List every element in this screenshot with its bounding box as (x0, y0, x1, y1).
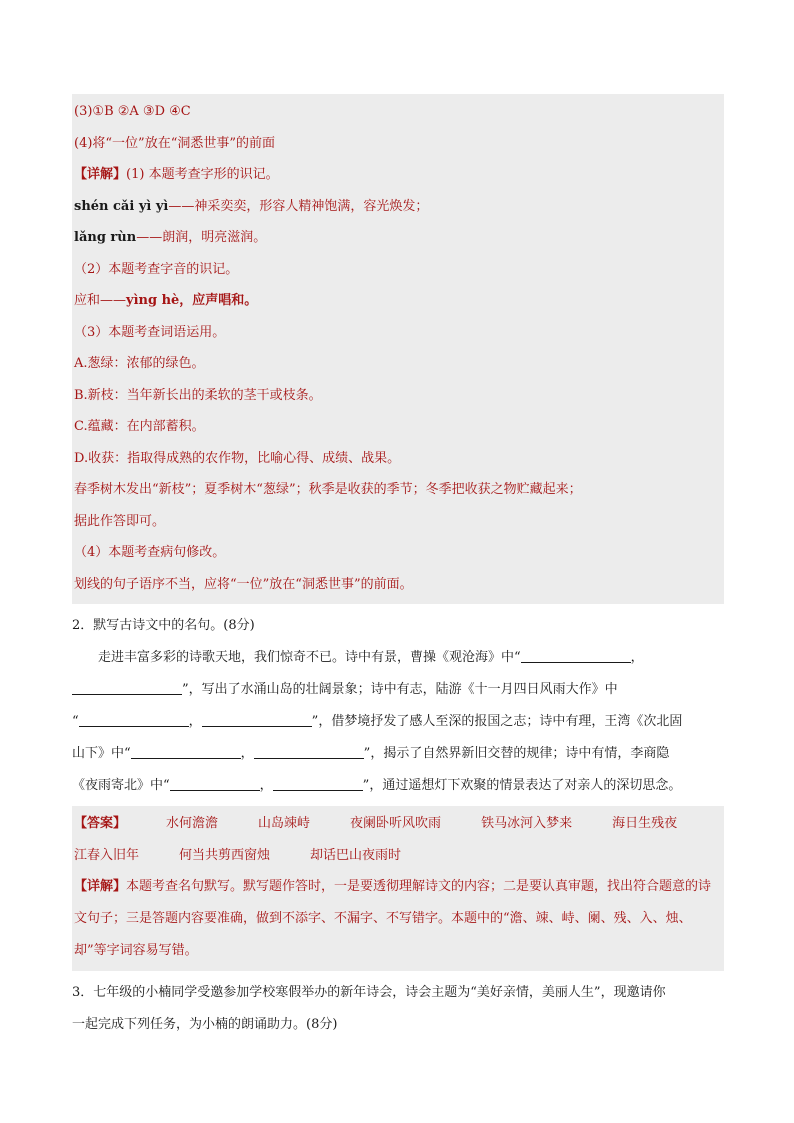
detail-line: （2）本题考查字音的识记。 (74, 261, 239, 277)
fill-blank[interactable] (273, 776, 363, 791)
fill-blank[interactable] (170, 776, 260, 791)
question-3-line: 一起完成下列任务，为小楠的朗诵助力。(8分) (72, 1017, 338, 1032)
answer-line: (3)①B ②A ③D ④C (74, 104, 191, 119)
fill-blank[interactable] (79, 712, 189, 727)
question-2-line: 山下》中“ ， ”，揭示了自然界新旧交替的规律；诗中有情，李商隐 (72, 746, 670, 761)
question-2-line: “ ， ”，借梦境抒发了感人至深的报国之志；诗中有理，王湾《次北固 (72, 714, 683, 729)
detail-line: 【详解】(1) 本题考查字形的识记。 (74, 167, 279, 182)
question-3-line: 3．七年级的小楠同学受邀参加学校寒假举办的新年诗会，诗会主题为“美好亲情，美丽人生”，现邀请你 (72, 985, 666, 1000)
detail-line: 据此作答即可。 (74, 513, 166, 529)
fill-blank[interactable] (131, 744, 241, 759)
answer-line: (4)将“一位”放在“洞悉世事”的前面 (74, 135, 275, 151)
answer-line (74, 808, 718, 840)
answer-item: 水何澹澹 (166, 816, 219, 831)
document-page (72, 94, 724, 1041)
answer-item: 何当共剪西窗烛 (179, 847, 271, 863)
answer-item: 海日生残夜 (612, 816, 678, 831)
fill-blank[interactable] (254, 744, 364, 759)
pinyin: lǎng rùn (74, 230, 137, 245)
pinyin: shén cǎi yì yì (74, 198, 169, 214)
detail-line: （4）本题考查病句修改。 (74, 545, 226, 560)
detail-line: （3）本题考查词语运用。 (74, 324, 226, 340)
answer-item: 夜阑卧听风吹雨 (350, 816, 442, 831)
detail-line: A.葱绿：浓郁的绿色。 (74, 356, 205, 371)
detail-line: shén cǎi yì yì——神采奕奕，形容人精神饱满，容光焕发； (74, 198, 429, 214)
detail-line: 春季树木发出“新枝”；夏季树木“葱绿”；秋季是收获的季节；冬季把收获之物贮藏起来； (74, 482, 582, 497)
detail-tag: 【详解】 (74, 879, 127, 894)
question-2-line: 走进丰富多彩的诗歌天地，我们惊奇不已。诗中有景，曹操《观沧海》中“ ， (98, 650, 644, 665)
answer-block-q2 (72, 806, 724, 971)
detail-line: 划线的句子语序不当，应将“一位”放在“洞悉世事”的前面。 (74, 576, 413, 592)
fill-blank[interactable] (521, 648, 631, 663)
fill-blank[interactable] (72, 680, 182, 695)
detail-paragraph: 【详解】本题考查名句默写。默写题作答时，一是要透彻理解诗文的内容；二是要认真审题，找出符合题意的诗文句子；三是答题内容要准确，做到不添字、不漏字、不写错字。本题中的“澹、竦、峙、阑、残、入、烛、却”等字词容易写错。 (74, 879, 712, 958)
detail-tag: 【详解】 (74, 167, 127, 182)
answer-item: 江春入旧年 (74, 847, 140, 863)
question-2-line: ”，写出了水涌山岛的壮阔景象；诗中有志，陆游《十一月四日风雨大作》中 (72, 674, 724, 706)
detail-line: D.收获：指取得成熟的农作物，比喻心得、成绩、战果。 (74, 450, 401, 466)
detail-line: C.蕴藏：在内部蓄积。 (74, 419, 205, 434)
fill-blank[interactable] (202, 712, 312, 727)
answer-block-q1 (72, 94, 724, 604)
detail-line: lǎng rùn——朗润，明亮滋润。 (74, 230, 267, 245)
question-2-line: 《夜雨寄北》中“ ， ”，通过遥想灯下欢聚的情景表达了对亲人的深切思念。 (72, 778, 682, 793)
answer-line (74, 840, 718, 872)
question-2-title: 2．默写古诗文中的名句。(8分) (72, 618, 255, 633)
answer-tag: 【答案】 (74, 816, 127, 831)
answer-item: 山岛竦峙 (258, 816, 311, 831)
detail-line: 应和——yìng hè，应声唱和。 (74, 293, 258, 308)
detail-line: B.新枝：当年新长出的柔软的茎干或枝条。 (74, 387, 322, 403)
answer-item: 却话巴山夜雨时 (310, 847, 402, 863)
answer-item: 铁马冰河入梦来 (481, 816, 573, 831)
